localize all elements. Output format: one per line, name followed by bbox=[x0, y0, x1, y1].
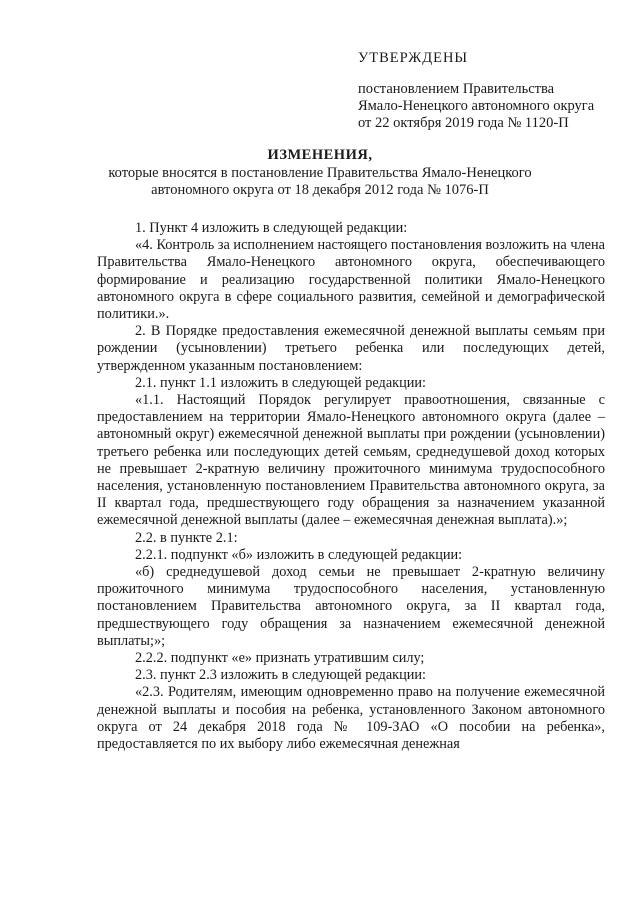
paragraph: 2.2.1. подпункт «б» изложить в следующей редакции: bbox=[135, 546, 463, 563]
paragraph: 2.2.2. подпункт «е» признать утратившим силу; bbox=[135, 650, 425, 667]
approval-stamp bbox=[358, 49, 594, 132]
approval-line-1: постановлением Правительства bbox=[358, 81, 555, 97]
paragraph: «б) среднедушевой доход семьи не превышает 2-кратную величину прожиточного минимума трудоспособного населения, установленную постановлением Правительства автономного округа, за II квартал года, предшествующего году обращения за назначением ежемесячной денежной выплаты;»; bbox=[97, 564, 605, 649]
approval-heading: УТВЕРЖДЕНЫ bbox=[358, 50, 469, 66]
approval-line-3: от 22 октября 2019 года № 1120-П bbox=[358, 115, 569, 131]
paragraph: 1. Пункт 4 изложить в следующей редакции: bbox=[135, 220, 408, 236]
title-subtitle: которые вносятся в постановление Правительства Ямало-Ненецкого автономного округа от 18 декабря 2012 года № 1076-П bbox=[108, 164, 532, 198]
paragraph: 2. В Порядке предоставления ежемесячной денежной выплаты семьям при рождении (усыновлении) третьего ребенка или последующих детей, утвержденном указанным постановлением: bbox=[97, 323, 605, 374]
title-main: ИЗМЕНЕНИЯ, bbox=[267, 147, 373, 163]
paragraph: 2.2. в пункте 2.1: bbox=[135, 529, 238, 546]
approval-line-2: Ямало-Ненецкого автономного округа bbox=[358, 98, 595, 114]
paragraph: «4. Контроль за исполнением настоящего постановления возложить на члена Правительства Ямало-Ненецкого автономного округа, обеспечивающего формирование и реализацию государственной политики Ямало-Ненецкого автономного округа в сфере социального развития, семейной и демографической политики.». bbox=[97, 237, 605, 323]
paragraph: 2.1. пункт 1.1 изложить в следующей редакции: bbox=[135, 374, 427, 391]
approval-details bbox=[358, 81, 594, 132]
document-body bbox=[97, 220, 605, 753]
document-title bbox=[95, 147, 545, 200]
paragraph: «1.1. Настоящий Порядок регулирует правоотношения, связанные с предоставлением на территории Ямало-Ненецкого автономного округа (далее – автономный округ) ежемесячной денежной выплаты при рождении (усыновлении) третьего ребенка или последующих детей семьям, среднедушевой доход которых не превышает 2-кратную величину прожиточного минимума трудоспособного населения, установленную постановлением Правительства автономного округа, за II квартал года, предшествующего году обращения за назначением указанной ежемесячной денежной выплаты (далее – ежемесячная денежная выплата).»; bbox=[97, 392, 605, 529]
paragraph: 2.3. пункт 2.3 изложить в следующей редакции: bbox=[135, 667, 427, 684]
paragraph: «2.3. Родителям, имеющим одновременно право на получение ежемесячной денежной выплаты и пособия на ребенка, установленного Законом автономного округа от 24 декабря 2018 года № 109-ЗАО «О пособии на ребенка», предоставляется по их выбору либо ежемесячная денежная bbox=[97, 684, 605, 753]
